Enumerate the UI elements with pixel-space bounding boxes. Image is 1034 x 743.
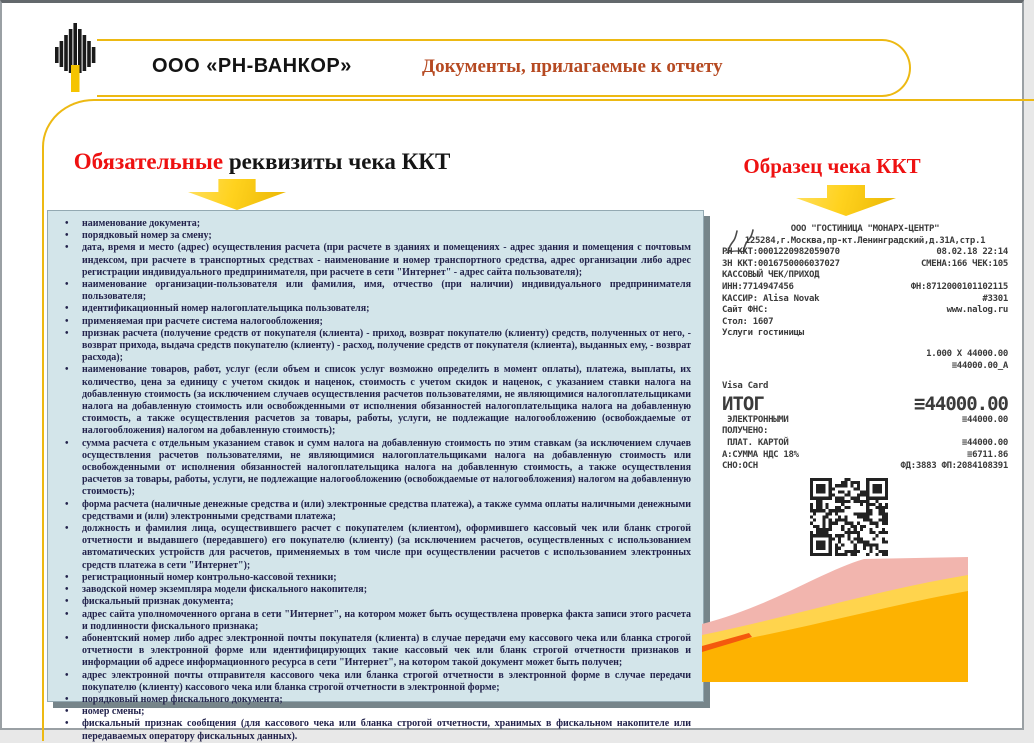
receipt-row-left: Сайт ФНС:	[722, 305, 769, 316]
requisite-item: • идентификационный номер налогоплательщика пользователя;	[56, 303, 691, 315]
receipt-row-right: ≡6711.86	[967, 449, 1008, 460]
requisites-list	[56, 218, 691, 743]
receipt-row-right: 1.000 X 44000.00	[926, 348, 1008, 359]
requisite-item: • фискальный признак документа;	[56, 596, 691, 608]
receipt-row-right: ≡44000.00	[914, 392, 1008, 415]
receipt-row-left: Услуги гостиницы	[722, 328, 804, 339]
receipt-row	[722, 450, 1008, 462]
receipt-row-left: Visa Card	[722, 381, 769, 392]
right-section-title: Образец чека ККТ	[743, 154, 921, 178]
receipt-row	[722, 270, 1008, 282]
receipt-row	[722, 381, 1008, 393]
requisite-item: • порядковый номер за смену;	[56, 230, 691, 242]
requisite-item: • регистрационный номер контрольно-кассовой техники;	[56, 572, 691, 584]
receipt-row-right: ФН:8712000101102115	[910, 281, 1008, 292]
requisite-item: • адрес электронной почты отправителя кассового чека или бланка строгой отчетности в электронной форме в случае передачи покупателю (клиенту) кассового чека или бланка строгой отчетности в электронной форме;	[56, 670, 691, 694]
requisite-item: • признак расчета (получение средств от покупателя (клиента) - приход, возврат покупателю (клиенту) средств, полученных от него, - возврат прихода, выдача средств покупателю (клиенту) - расход, получение средств от покупателя (клиента), выданных ему, - возврат расхода);	[56, 328, 691, 365]
requisites-box	[47, 210, 704, 742]
receipt-row-left: 125284,г.Москва,пр-кт.Ленинградский,д.31А,стр.1	[744, 235, 986, 246]
receipt-row	[722, 461, 1008, 473]
receipt-row-left: ПЛАТ. КАРТОЙ	[722, 437, 789, 448]
receipt-row-left: Стол: 1607	[722, 316, 774, 327]
left-section-title	[57, 149, 467, 175]
receipt-row-left: ИТОГ	[722, 392, 764, 415]
receipt-row-right: ФД:3883 ФП:2084108391	[900, 461, 1008, 472]
receipt-row-left: РН ККТ:0001220982059070	[722, 247, 840, 258]
company-name: ООО «РН-ВАНКОР»	[152, 55, 352, 77]
decorative-waves	[702, 546, 968, 682]
requisite-item: • наименование документа;	[56, 218, 691, 230]
receipt-row	[722, 349, 1008, 361]
receipt-sample	[722, 224, 1008, 560]
receipt-row-left: А:СУММА НДС 18%	[722, 449, 799, 460]
page-title: Документы, прилагаемые к отчету	[422, 56, 723, 77]
receipt-row-right: ≡44000.00	[961, 414, 1008, 425]
requisite-item: • адрес сайта уполномоченного органа в сети "Интернет", на котором может быть осуществлена проверка факта записи этого расчета и подлинности фискального признака;	[56, 609, 691, 633]
receipt-row-right: #3301	[982, 293, 1008, 304]
receipt-row	[722, 361, 1008, 373]
receipt-row	[722, 415, 1008, 427]
requisite-item: • заводской номер экземпляра модели фискального накопителя;	[56, 584, 691, 596]
receipt-row	[722, 282, 1008, 294]
receipt-row-left: ООО "ГОСТИНИЦА "МОНАРХ-ЦЕНТР"	[790, 224, 940, 234]
left-title-rest: реквизиты чека ККТ	[223, 149, 451, 174]
receipt-row	[722, 317, 1008, 329]
receipt-row-left: КАССОВЫЙ ЧЕК/ПРИХОД	[722, 270, 820, 281]
receipt-row-left: КАССИР: Alisa Novak	[722, 293, 820, 304]
receipt-row	[722, 259, 1008, 271]
receipt-row-left: ЗН ККТ:0016750006037027	[722, 258, 840, 269]
receipt-row	[722, 394, 1008, 414]
left-title-highlight: Обязательные	[73, 149, 224, 174]
receipt-row	[722, 224, 1008, 236]
receipt-row-right: СМЕНА:166 ЧЕК:105	[920, 258, 1008, 269]
receipt-row-spacer	[722, 340, 1008, 349]
requisite-item: • дата, время и место (адрес) осуществления расчета (при расчете в зданиях и помещениях - адрес здания и помещения с почтовым индексом, при расчете в транспортных средствах - наименование и номер транспортного средства, адрес организации либо адрес регистрации индивидуального предпринимателя, при расчете в сети "Интернет" - адрес сайта пользователя);	[56, 242, 691, 279]
receipt-row	[722, 426, 1008, 438]
requisite-item: • наименование организации-пользователя или фамилия, имя, отчество (при наличии) индивидуального предпринимателя пользователя;	[56, 279, 691, 303]
receipt-row-right: www.nalog.ru	[946, 305, 1008, 316]
receipt-row-right: ≡44000.00_А	[951, 360, 1008, 371]
receipt-row-left: СНО:ОСН	[722, 461, 758, 472]
receipt-row	[722, 247, 1008, 259]
receipt-row	[722, 438, 1008, 450]
receipt-row	[722, 305, 1008, 317]
requisite-item: • должность и фамилия лица, осуществившего расчет с покупателем (клиентом), оформившего кассовый чек или бланк строгой отчетности и выдавшего (передавшего) его покупателю (клиенту) (за исключением расчетов, осуществленных с использованием автоматических устройств для расчетов, применяемых в том числе при осуществлении расчетов с использованием электронных средств платежа в сети "Интернет");	[56, 523, 691, 572]
receipt-row	[722, 328, 1008, 340]
receipt-row-right: 08.02.18 22:14	[936, 247, 1008, 258]
requisite-item: • наименование товаров, работ, услуг (если объем и список услуг возможно определить в момент оплаты), платежа, выплаты, их количество, цена за единицу с учетом скидок и наценок, стоимость с учетом скидок и наценок, с указанием ставки налога на добавленную стоимость (за исключением случаев осуществления расчетов пользователями, не являющимися налогоплательщиками налога на добавленную стоимость или освобожденными от исполнения обязанностей налогоплательщика налога на добавленную стоимость, а также осуществления расчетов за товары, работы, услуги, не подлежащие налогообложению (освобождаемые от налогообложения) налогом на добавленную стоимость);	[56, 364, 691, 437]
receipt-row-right: ≡44000.00	[961, 437, 1008, 448]
requisite-item: • сумма расчета с отдельным указанием ставок и сумм налога на добавленную стоимость по этим ставкам (за исключением случаев осуществления расчетов пользователями, не являющимися налогоплательщиками налога на добавленную стоимость или освобожденными от исполнения обязанностей налогоплательщика налога на добавленную стоимость, а также осуществления расчетов за товары, работы, услуги, не подлежащие налогообложению (освобождаемые от налогообложения) налогом на добавленную стоимость);	[56, 438, 691, 499]
requisite-item: • форма расчета (наличные денежные средства и (или) электронные средства платежа), а также сумма оплаты наличными денежными средствами и (или) электронными средствами платежа;	[56, 499, 691, 523]
requisite-item: • фискальный признак сообщения (для кассового чека или бланка строгой отчетности, хранимых в фискальном накопителе или передаваемых оператору фискальных данных).	[56, 718, 691, 742]
receipt-row	[722, 294, 1008, 306]
requisite-item: • порядковый номер фискального документа;	[56, 694, 691, 706]
receipt-row-spacer	[722, 372, 1008, 381]
requisite-item: • номер смены;	[56, 706, 691, 718]
requisite-item: • применяемая при расчете система налогообложения;	[56, 316, 691, 328]
receipt-row-left: ПОЛУЧЕНО:	[722, 426, 769, 437]
requisite-item: • абонентский номер либо адрес электронной почты покупателя (клиента) в случае передачи ему кассового чека или бланка строгой отчетности в электронной форме или идентифицирующих такие кассовый чек или бланк строгой отчетности признаков и информации об адресе информационного ресурса в сети "Интернет", на котором такой документ может быть получен;	[56, 633, 691, 670]
receipt-row	[722, 236, 1008, 248]
receipt-row-left: ЭЛЕКТРОННЫМИ	[722, 414, 789, 425]
receipt-row-left: ИНН:7714947456	[722, 281, 794, 292]
rosneft-logo	[54, 13, 96, 93]
